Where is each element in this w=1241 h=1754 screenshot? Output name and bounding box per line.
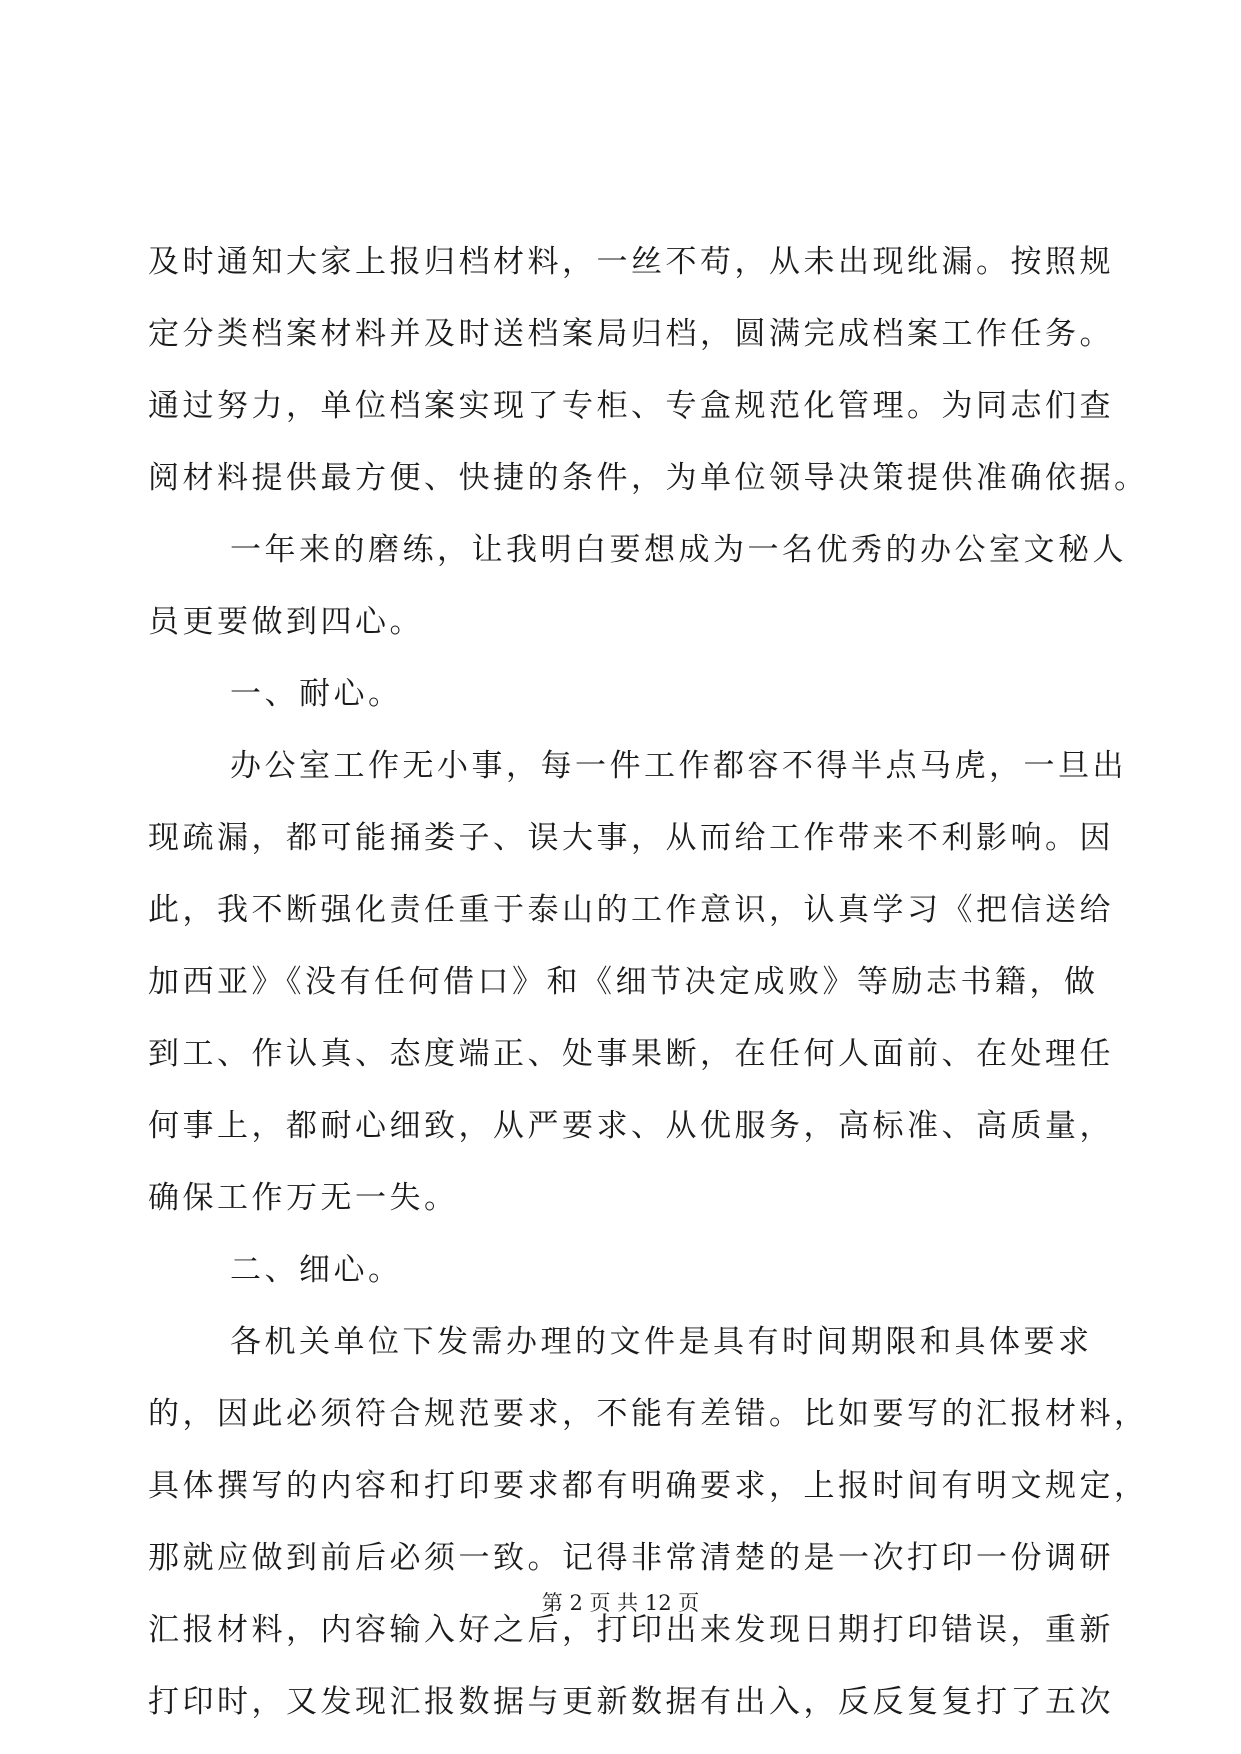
text-line: 现疏漏，都可能捅娄子、误大事，从而给工作带来不利影响。因 [148,820,1114,856]
text-line: 此，我不断强化责任重于泰山的工作意识，认真学习《把信送给 [148,892,1114,928]
text-line: 各机关单位下发需办理的文件是具有时间期限和具体要求 [230,1324,1093,1360]
text-line: 何事上，都耐心细致，从严要求、从优服务，高标准、高质量， [148,1108,1114,1144]
text-line: 通过努力，单位档案实现了专柜、专盒规范化管理。为同志们查 [148,388,1114,424]
text-line: 阅材料提供最方便、快捷的条件，为单位领导决策提供准确依据。 [148,460,1149,496]
text-line: 二、细心。 [230,1252,403,1288]
text-line: 那就应做到前后必须一致。记得非常清楚的是一次打印一份调研 [148,1540,1114,1576]
text-line: 到工、作认真、态度端正、处事果断，在任何人面前、在处理任 [148,1036,1114,1072]
text-line: 汇报材料，内容输入好之后，打印出来发现日期打印错误，重新 [148,1612,1114,1648]
text-line: 及时通知大家上报归档材料，一丝不苟，从未出现纰漏。按照规 [148,244,1114,280]
text-line: 确保工作万无一失。 [148,1180,459,1216]
text-line: 加西亚》《没有任何借口》和《细节决定成败》等励志书籍，做 [148,964,1099,1000]
text-line: 一年来的磨练，让我明白要想成为一名优秀的办公室文秘人 [230,532,1127,568]
page-number-footer: 第 2 页 共 12 页 [541,1591,700,1615]
text-line: 一、耐心。 [230,676,403,712]
text-line: 具体撰写的内容和打印要求都有明确要求，上报时间有明文规定， [148,1468,1149,1504]
text-line: 员更要做到四心。 [148,604,424,640]
text-line: 的，因此必须符合规范要求，不能有差错。比如要写的汇报材料， [148,1396,1149,1432]
text-line: 打印时，又发现汇报数据与更新数据有出入，反反复复打了五次 [148,1684,1114,1720]
document-body [148,226,1149,1738]
text-line: 定分类档案材料并及时送档案局归档，圆满完成档案工作任务。 [148,316,1114,352]
text-line: 办公室工作无小事，每一件工作都容不得半点马虎，一旦出 [230,748,1127,784]
